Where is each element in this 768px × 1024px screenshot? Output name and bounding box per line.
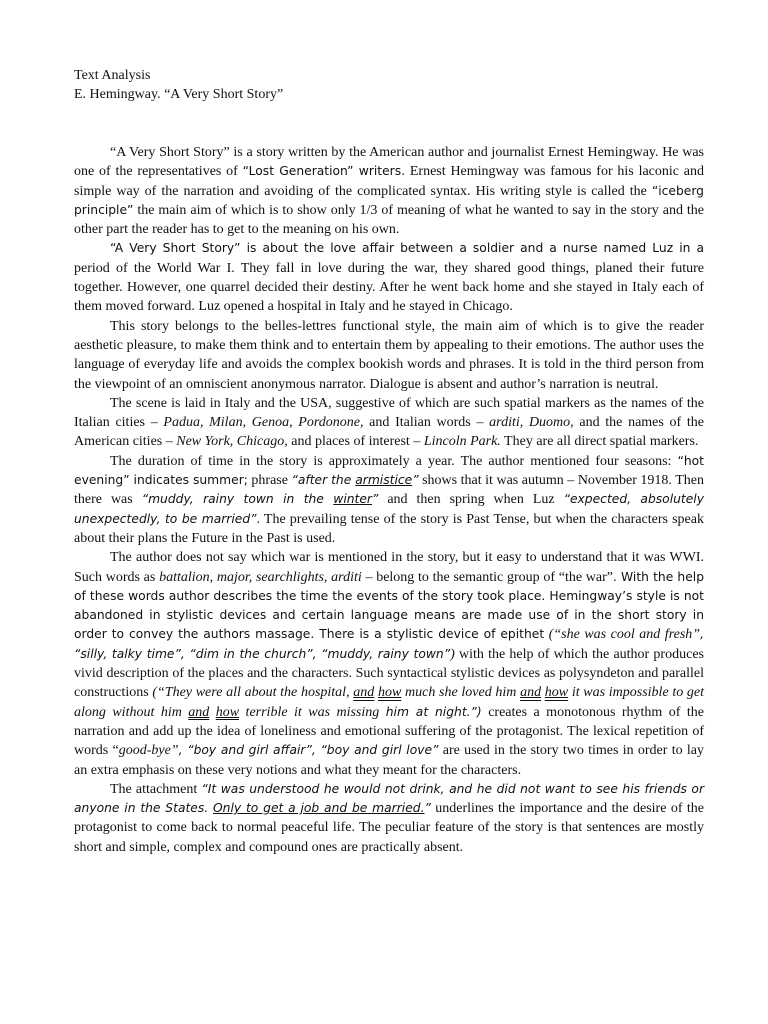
text-run: “muddy, rainy town in the xyxy=(141,492,334,507)
text-run: “iceberg principle” xyxy=(74,183,704,217)
text-run: – belong to the semantic group of “the war” xyxy=(361,569,613,585)
text-run: “hot evening” indicates summer; xyxy=(74,453,704,488)
text-run: ) xyxy=(450,646,455,662)
text-run: “after the xyxy=(291,473,356,488)
text-run: and places of interest – xyxy=(287,434,424,450)
text-run: (“They were all about the hospital, xyxy=(152,685,354,701)
text-run: battalion, major, searchlights, arditi xyxy=(159,569,362,585)
text-run: . With the help of these words author describes the time the events of the story took place. Hemingway’s style is not abandoned in stylistic devices and certain language means are made use of in the short story in order to convey the authors massage. There is a stylistic device of epithet xyxy=(74,569,704,642)
text-run: how xyxy=(377,685,402,701)
paragraph-6 xyxy=(74,548,704,780)
text-run: terrible it was missing xyxy=(239,704,386,720)
text-run: They are all direct spatial markers. xyxy=(500,434,699,450)
text-run: , “silly, talky time”, “dim in the church”, “muddy, rainy town” xyxy=(74,627,704,661)
text-run: Only to get a job and be married. xyxy=(213,801,425,816)
text-run: The duration of time in the story is approximately a year. The author mentioned four seasons: xyxy=(110,453,678,469)
document-title: Text Analysis xyxy=(74,68,151,83)
text-run: “A Very Short Story” is about the love affair between a soldier and a nurse named Luz in a xyxy=(110,241,704,256)
text-run: New York, Chicago, xyxy=(176,434,288,450)
text-run: how xyxy=(544,685,569,701)
paragraph-5 xyxy=(74,452,704,548)
text-run: “A Very Short Story” is a story written by the American author and journalist Ernest Hemingway. He was one of the representatives of xyxy=(74,145,704,180)
text-run: “expected, absolutely unexpectedly, to be married” xyxy=(74,492,704,526)
text-run: “Lost Generation” writers. xyxy=(242,164,406,179)
text-run: Padua, Milan, Genoa, Pordonone, xyxy=(163,415,364,431)
text-run: Lincoln Park. xyxy=(423,434,501,450)
text-run: and the names of the American cities – xyxy=(74,415,704,450)
text-run: Ernest Hemingway was famous for his laconic and simple way of the narration and avoiding of the complicated syntax. His writing style is called the xyxy=(74,164,705,199)
paragraph-2 xyxy=(74,239,704,316)
text-run: phrase xyxy=(247,473,292,489)
text-run: winter xyxy=(333,492,372,507)
text-run: period of the World War I. They fall in love during the war, they shared good things, planed their future together. However, one quarrel decided their destiny. After he went back home and she stayed in Italy each of them moved forward. Luz opened a hospital in Italy and he stayed in Chicago. xyxy=(74,260,704,315)
text-run: good-bye” xyxy=(118,743,179,759)
text-run: arditi, Duomo, xyxy=(489,415,574,431)
text-run: armistice xyxy=(355,473,413,488)
text-run: This story belongs to the belles-lettres functional style, the main aim of which is to give the reader aesthetic pleasure, to make them think and to entertain them by appealing to their emotions. The author uses the language of everyday life and avoids the complex bookish words and phrases. It is told in the third person from the viewpoint of an omniscient anonymous narrator. Dialogue is absent and author’s narration is neutral. xyxy=(74,318,704,392)
text-run: and then spring when Luz xyxy=(378,492,564,508)
text-run: ” xyxy=(424,801,431,816)
text-run: . The prevailing tense of the story is Past Tense, but when the characters speak about their plans the Future in the Past is used. xyxy=(74,511,704,546)
text-run: The author does not say which war is mentioned in the story, but it easy to understand that it was WWI. Such words as xyxy=(74,550,704,585)
text-run: and xyxy=(520,685,542,701)
text-run: and xyxy=(353,685,375,701)
text-run: and xyxy=(188,704,210,720)
text-run: the main aim of which is to show only 1/3 of meaning of what he wanted to say in the story and the other part the reader has to get to the meaning on his own. xyxy=(74,202,704,238)
text-run: The scene is laid in Italy and the USA, suggestive of which are such spatial markers as the names of the Italian cities – xyxy=(74,395,704,431)
text-run: with the help of which the author produces vivid description of the places and the characters. Such syntactical stylistic devices as polysyndeton and parallel constructions xyxy=(74,646,704,701)
text-run: and Italian words – xyxy=(363,415,490,431)
text-run: The attachment xyxy=(110,781,202,797)
paragraph-4 xyxy=(74,394,704,452)
document-subtitle: E. Hemingway. “A Very Short Story” xyxy=(74,87,284,102)
text-run: “ xyxy=(112,743,119,759)
text-run: shows that it was autumn – November 1918. Then there was xyxy=(74,473,704,508)
text-run: “It was understood he would not drink, and he did not want to see his friends or anyone in the States. xyxy=(74,781,704,816)
text-run: (“she was cool and fresh” xyxy=(544,627,701,643)
text-run: creates a monotonous rhythm of the narration and add up the idea of loneliness and emotional suffering of the protagonist. The lexical repetition of words xyxy=(74,704,704,759)
text-run: much she loved him xyxy=(401,685,521,701)
text-run: ” xyxy=(412,473,419,488)
text-run: him at night.”) xyxy=(385,704,482,719)
paragraph-1 xyxy=(74,143,704,239)
paragraph-3 xyxy=(74,317,704,394)
paragraph-7 xyxy=(74,780,704,857)
text-run: it was impossible to get along without him xyxy=(74,685,705,720)
text-run: how xyxy=(215,704,240,720)
text-run: ” xyxy=(371,492,379,507)
document-body xyxy=(74,143,704,857)
text-run: are used in the story two times in order to lay an extra emphasis on these very notions and what they meant for the characters. xyxy=(74,743,704,778)
text-run: underlines the importance and the desire of the protagonist to come back to normal peaceful life. The peculiar feature of the story is that sentences are mostly short and simple, complex and compound ones are practically absent. xyxy=(74,801,704,855)
text-run: , “boy and girl affair”, “boy and girl love” xyxy=(178,743,439,758)
